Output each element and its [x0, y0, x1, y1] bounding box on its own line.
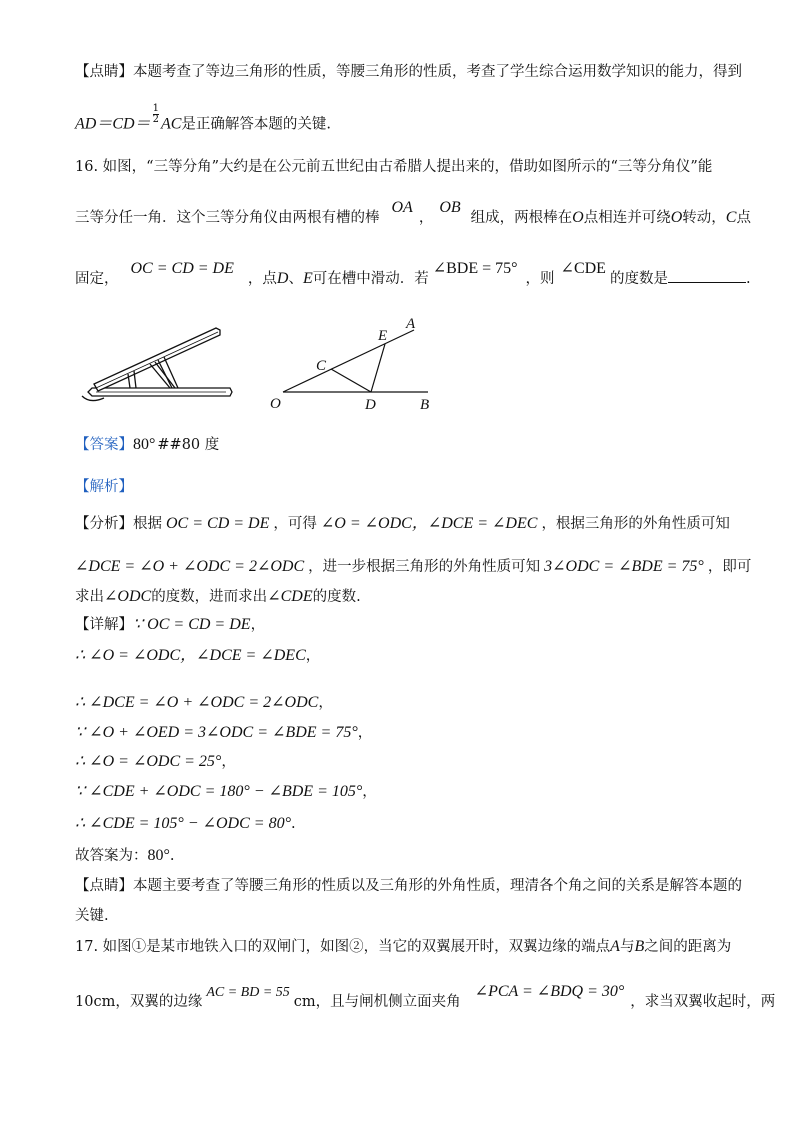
- trisector-instrument-figure: [80, 318, 240, 408]
- label-c: C: [316, 358, 327, 374]
- detail-step-5: ∴ ∠O = ∠ODC = 25°，: [75, 753, 236, 770]
- label-a: A: [406, 316, 416, 332]
- detail-step-7: ∴ ∠CDE = 105° − ∠ODC = 80°.: [75, 815, 296, 832]
- detail-step-3: ∴ ∠DCE = ∠O + ∠ODC = 2∠ODC，: [75, 694, 333, 711]
- rod-ob: OB: [439, 199, 461, 216]
- eq-cde: ∠CDE: [560, 260, 606, 277]
- comment-16-line2: 关键.: [75, 908, 109, 924]
- fenxi-line3: 求出∠ODC的度数，进而求出∠CDE的度数.: [75, 588, 361, 605]
- q17-line1: 17. 如图①是某市地铁入口的双闸门，如图②，当它的双翼展开时，双翼边缘的端点A与B之间的距离为: [75, 938, 732, 955]
- trisection-geometry-figure: [268, 314, 438, 414]
- q16-line1: 16. 如图，“三等分角”大约是在公元前五世纪由古希腊人提出来的，借助如图所示的“三等分角仪”能: [75, 159, 713, 175]
- fenxi-line1: 【分析】根据 OC = CD = DE ，可得 ∠O = ∠ODC，∠DCE = ∠DEC ，根据三角形的外角性质可知: [75, 515, 730, 532]
- comment-16-line1: 【点睛】本题主要考查了等腰三角形的性质以及三角形的外角性质，理清各个角之间的关系是解答本题的: [75, 878, 742, 894]
- label-d: D: [365, 397, 376, 413]
- comment-15-line2: [75, 103, 331, 135]
- segment-cd: [331, 369, 371, 392]
- rod-oa: OA: [391, 199, 413, 216]
- answer-value: 80°: [133, 436, 156, 453]
- final-answer: 故答案为：80°.: [75, 847, 175, 864]
- ray-oa: [283, 330, 414, 392]
- detail-step-4: ∵ ∠O + ∠OED = 3∠ODC = ∠BDE = 75°，: [75, 724, 373, 741]
- comment-15-tail: 是正确解答本题的关键.: [181, 116, 331, 133]
- answer-alt: ##80 度: [157, 437, 220, 453]
- eq-pca-bdq-30: ∠PCA = ∠BDQ = 30°: [474, 983, 625, 1000]
- eq-oc-cd-de: OC = CD = DE: [130, 260, 234, 277]
- eq-ac-bd-55: AC = BD = 55: [206, 985, 290, 1000]
- fraction-one-half: $\frac{1}{2}$: [152, 103, 159, 125]
- segment-de: [371, 344, 385, 392]
- rod-oa-shape: [94, 328, 220, 391]
- label-e: E: [378, 328, 388, 344]
- detail-step-6: ∵ ∠CDE + ∠ODC = 180° − ∠BDE = 105°，: [75, 783, 377, 800]
- comment-15-line1: 【点睛】本题考查了等边三角形的性质，等腰三角形的性质，考查了学生综合运用数学知识的能力，得到: [75, 64, 742, 80]
- analysis-tag: 【解析】: [75, 479, 133, 495]
- label-b: B: [420, 397, 430, 413]
- q16-line3: 固定，OC = CD = DE，点D、E可在槽中滑动．若∠BDE = 75°，则∠CDE的度数是 .: [75, 260, 751, 287]
- detail-step-2: ∴ ∠O = ∠ODC，∠DCE = ∠DEC，: [75, 647, 321, 664]
- fenxi-line2: ∠DCE = ∠O + ∠ODC = 2∠ODC ，进一步根据三角形的外角性质可知 3∠ODC = ∠BDE = 75° ，即可: [75, 558, 752, 575]
- eq-bde-75: ∠BDE = 75°: [432, 260, 518, 277]
- answer-tag: 【答案】: [75, 437, 133, 453]
- answer-line: [75, 435, 219, 455]
- eq-ad-cd: AD＝CD＝: [75, 115, 151, 133]
- label-o: O: [270, 396, 281, 412]
- q16-line2: 三等分任一角．这个三等分角仪由两根有槽的棒OA，OB组成，两根棒在O点相连并可绕O转动，C点: [75, 199, 751, 226]
- pivot-handle: [82, 396, 104, 401]
- answer-blank: [668, 268, 746, 283]
- q17-line2: 10cm，双翼的边缘AC = BD = 55cm，且与闸机侧立面夹角∠PCA = ∠BDQ = 30°，求当双翼收起时，两: [75, 983, 776, 1010]
- eq-ac: AC: [160, 115, 182, 133]
- detail-step-1: 【详解】∵ OC = CD = DE，: [75, 616, 266, 633]
